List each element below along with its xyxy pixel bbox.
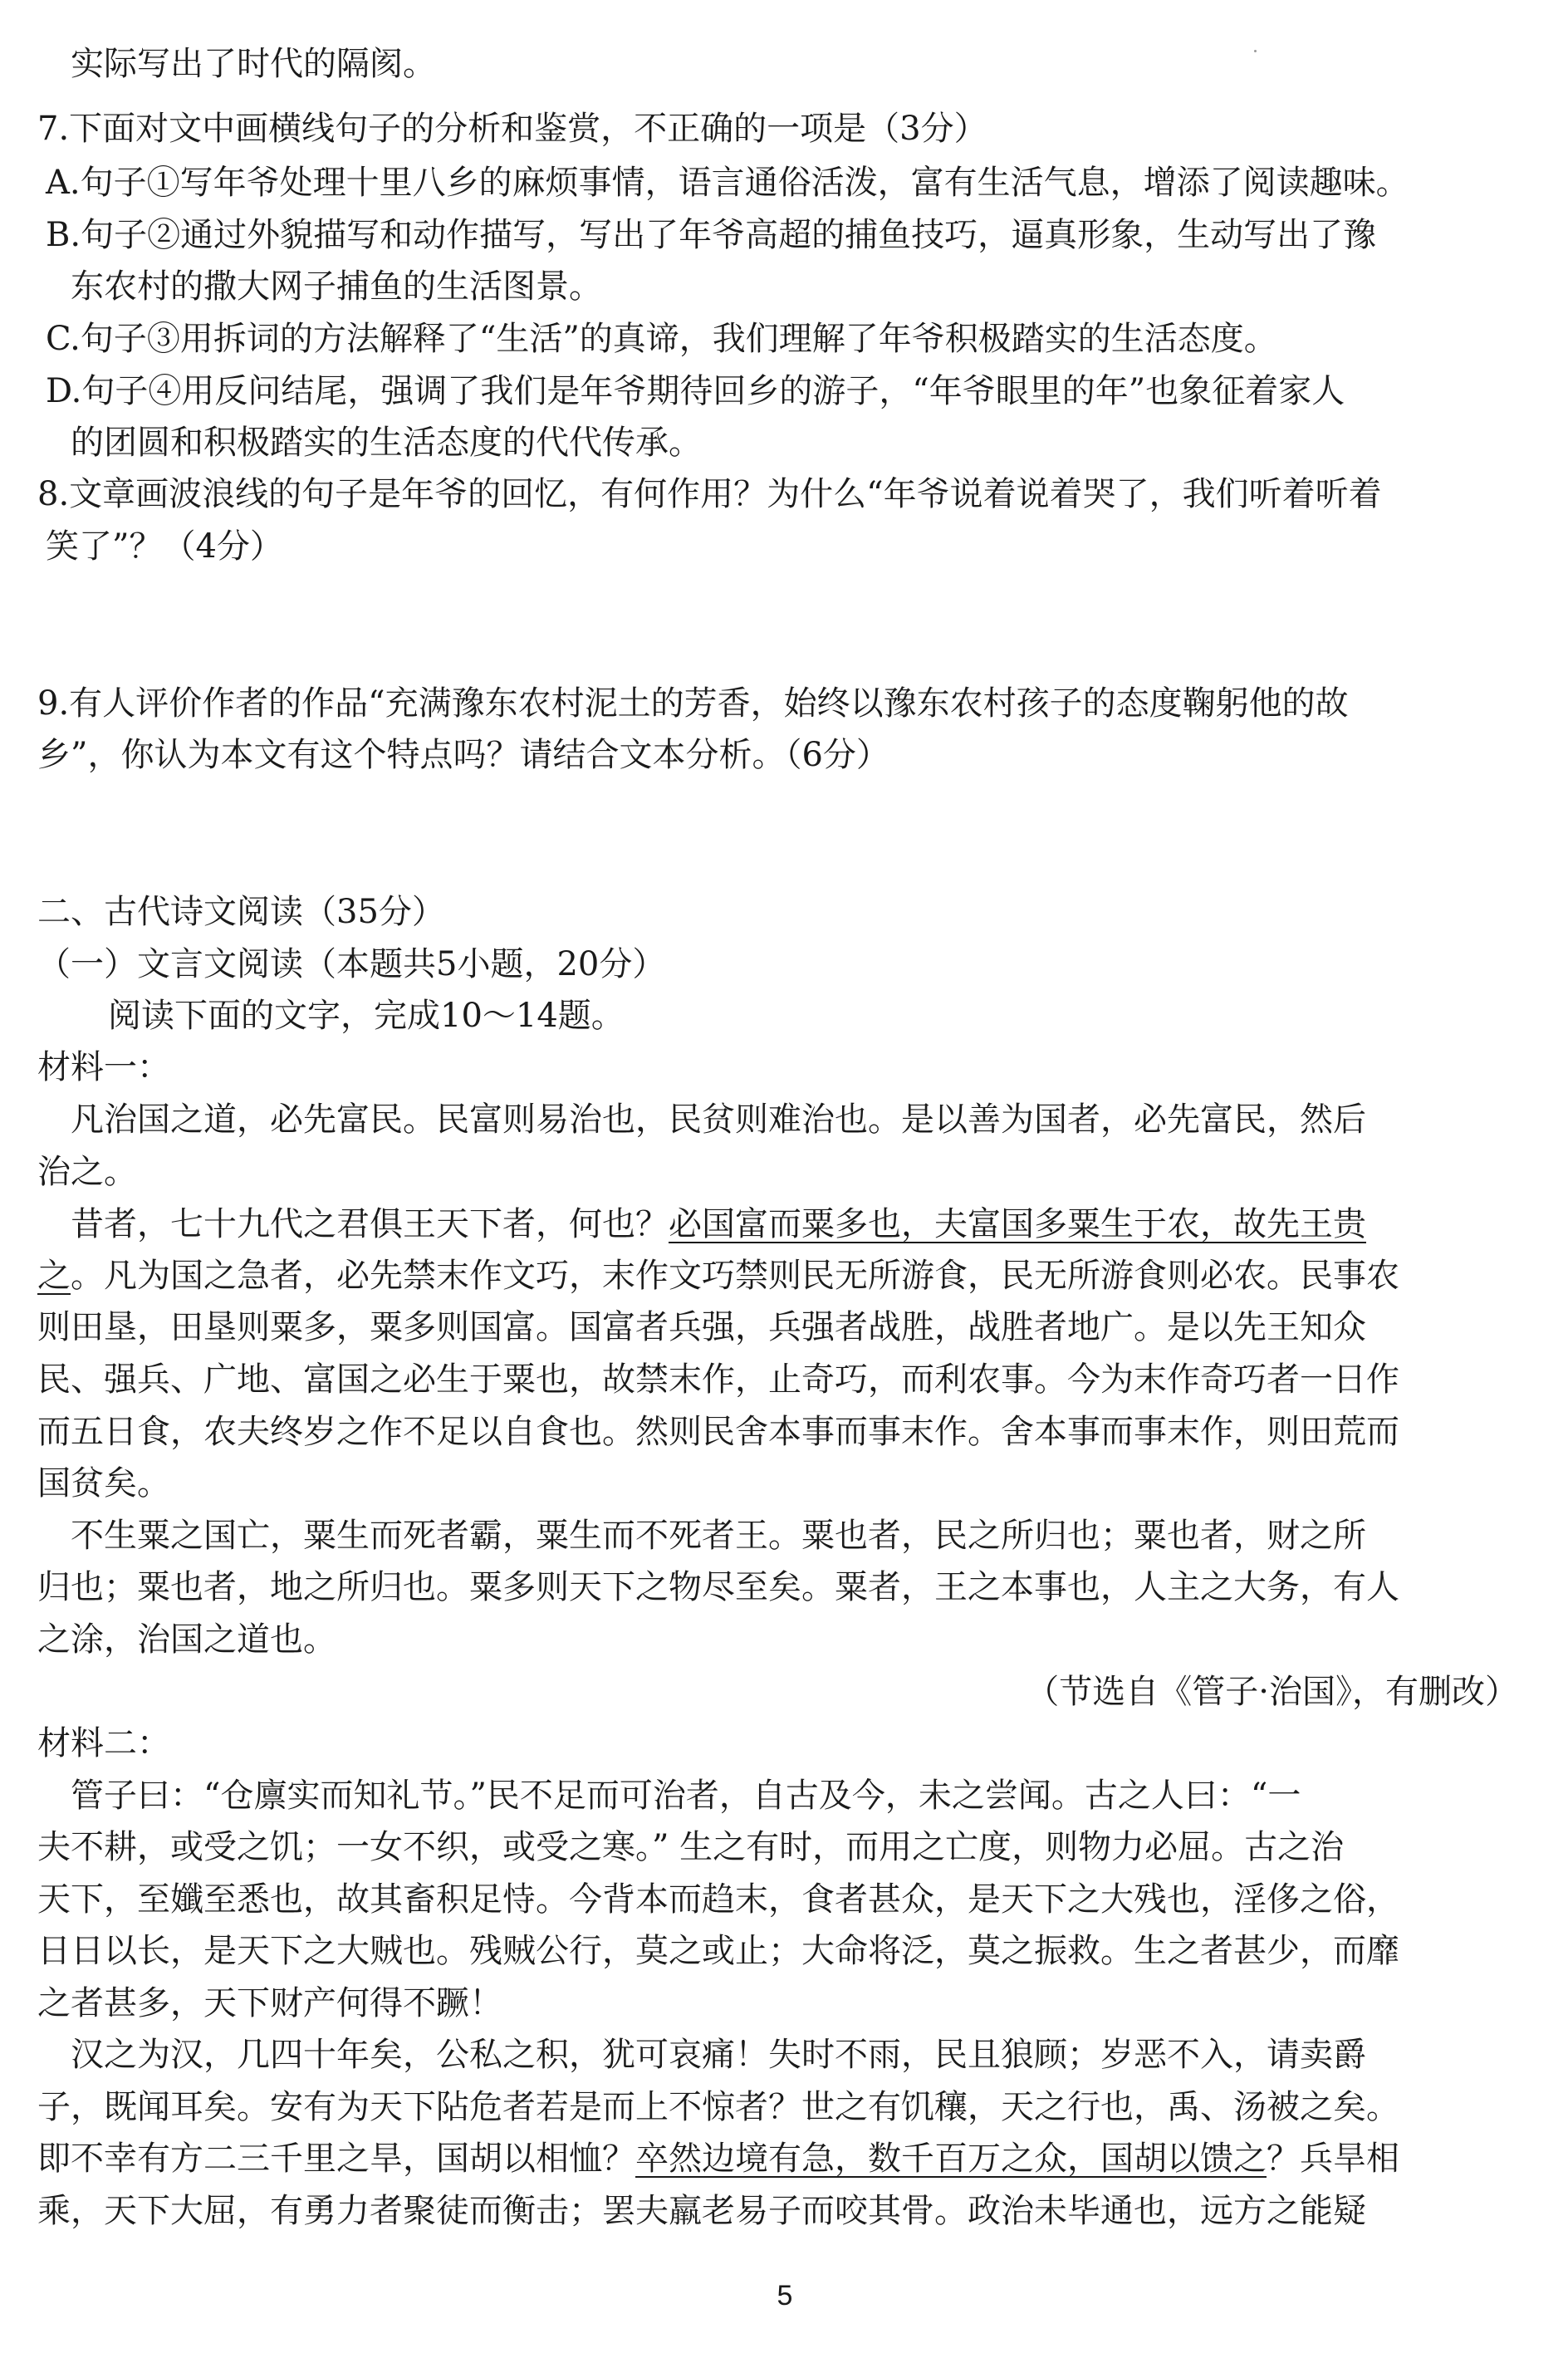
- m2-para2-line3: [37, 2138, 1399, 2184]
- m2-para2-line4: 乘，天下大屈，有勇力者聚徒而衡击；罢夫羸老易子而咬其骨。政治未毕通也，远方之能疑: [37, 2192, 1366, 2230]
- q6-continuation: 实际写出了时代的隔阂。: [71, 45, 436, 83]
- m2-para1-line3: 天下，至孅至悉也，故其畜积足恃。今背本而趋末，食者甚众，是天下之大残也，淫侈之俗，: [37, 1880, 1399, 1919]
- m2-para2-line1: 汉之为汉，几四十年矣，公私之积，犹可哀痛！失时不雨，民且狼顾；岁恶不入，请卖爵: [71, 2036, 1366, 2074]
- reading-instruction: 阅读下面的文字，完成10～14题。: [108, 997, 625, 1035]
- q8-line2: 笑了”？（4分）: [46, 527, 283, 566]
- section-title: 二、古代诗文阅读（35分）: [37, 893, 445, 931]
- underlined-sentence: 必国富而粟多也，夫富国多粟生于农，故先王贵: [669, 1205, 1366, 1243]
- page-number: 5: [777, 2280, 793, 2311]
- m2-para1-line5: 之者甚多，天下财产何得不蹶！: [37, 1984, 502, 2022]
- q7-option-b-line1: B.句子②通过外貌描写和动作描写，写出了年爷高超的捕鱼技巧，逼真形象，生动写出了豫: [46, 216, 1377, 254]
- m2-para2-line3-text-a: 即不幸有方二三千里之旱，国胡以相恤？: [37, 2140, 635, 2178]
- m2-para2-line3-text-b: ？兵旱相: [1267, 2140, 1399, 2178]
- m1-para2-line4: 民、强兵、广地、富国之必生于粟也，故禁末作，止奇巧，而利农事。今为末作奇巧者一日作: [37, 1360, 1399, 1399]
- m2-para1-line4: 日日以长，是天下之大贼也。残贼公行，莫之或止；大命将泛，莫之振救。生之者甚少，而靡: [37, 1932, 1399, 1970]
- m1-para2-line2: [37, 1255, 1399, 1302]
- m1-para2-line3: 则田垦，田垦则粟多，粟多则国富。国富者兵强，兵强者战胜，战胜者地广。是以先王知众: [37, 1308, 1366, 1346]
- underlined-sentence-2: 卒然边境有急，数千百万之众，国胡以馈之: [635, 2140, 1267, 2178]
- m2-para1-line2: 夫不耕，或受之饥；一女不织，或受之寒。” 生之有时，而用之亡度，则物力必屈。古之治: [37, 1828, 1345, 1866]
- q7-stem: 7.下面对文中画横线句子的分析和鉴赏，不正确的一项是（3分）: [37, 110, 987, 148]
- m1-para2-line6: 国贫矣。: [37, 1464, 170, 1502]
- material-1-source: （节选自《管子·治国》，有删改）: [1026, 1673, 1518, 1711]
- m1-para1-line2: 治之。: [37, 1153, 137, 1191]
- q7-option-a: A.句子①写年爷处理十里八乡的麻烦事情，语言通俗活泼，富有生活气息，增添了阅读趣味。: [46, 164, 1409, 202]
- underlined-sentence-end: 之: [37, 1257, 71, 1295]
- subsection-title: （一）文言文阅读（本题共5小题，20分）: [37, 945, 666, 983]
- q8-line1: 8.文章画波浪线的句子是年爷的回忆，有何作用？为什么“年爷说着说着哭了，我们听着听着: [37, 475, 1382, 513]
- m1-para2-line1: [71, 1203, 1366, 1250]
- m1-para3-line2: 归也；粟也者，地之所归也。粟多则天下之物尽至矣。粟者，王之本事也，人主之大务，有人: [37, 1568, 1399, 1606]
- m1-para3-line3: 之涂，治国之道也。: [37, 1620, 336, 1659]
- q7-option-b-line2: 东农村的撒大网子捕鱼的生活图景。: [71, 267, 602, 306]
- m1-para2-line2-text: 。凡为国之急者，必先禁末作文巧，末作文巧禁则民无所游食，民无所游食则必农。民事农: [71, 1257, 1399, 1295]
- q7-option-c: C.句子③用拆词的方法解释了“生活”的真谛，我们理解了年爷积极踏实的生活态度。: [46, 320, 1277, 358]
- material-1-label: 材料一：: [37, 1048, 170, 1086]
- q9-line1: 9.有人评价作者的作品“充满豫东农村泥土的芳香，始终以豫东农村孩子的态度鞠躬他的故: [37, 684, 1349, 723]
- q7-option-d-line1: D.句子④用反问结尾，强调了我们是年爷期待回乡的游子，“年爷眼里的年”也象征着家人: [46, 372, 1345, 410]
- scan-speck: [1254, 50, 1257, 52]
- q9-line2: 乡”，你认为本文有这个特点吗？请结合文本分析。（6分）: [37, 736, 889, 774]
- m1-para1-line1: 凡治国之道，必先富民。民富则易治也，民贫则难治也。是以善为国者，必先富民，然后: [71, 1101, 1366, 1139]
- material-2-label: 材料二：: [37, 1724, 170, 1762]
- m1-para2-line1-text: 昔者，七十九代之君俱王天下者，何也？: [71, 1205, 669, 1243]
- m2-para1-line1: 管子曰：“仓廪实而知礼节。”民不足而可治者，自古及今，未之尝闻。古之人曰：“一: [71, 1777, 1301, 1815]
- q7-option-d-line2: 的团圆和积极踏实的生活态度的代代传承。: [71, 424, 702, 462]
- m1-para2-line5: 而五日食，农夫终岁之作不足以自食也。然则民舍本事而事末作。舍本事而事末作，则田荒而: [37, 1413, 1399, 1451]
- m1-para3-line1: 不生粟之国亡，粟生而死者霸，粟生而不死者王。粟也者，民之所归也；粟也者，财之所: [71, 1517, 1366, 1555]
- m2-para2-line2: 子，既闻耳矣。安有为天下阽危者若是而上不惊者？世之有饥穰，天之行也，禹、汤被之矣。: [37, 2088, 1399, 2126]
